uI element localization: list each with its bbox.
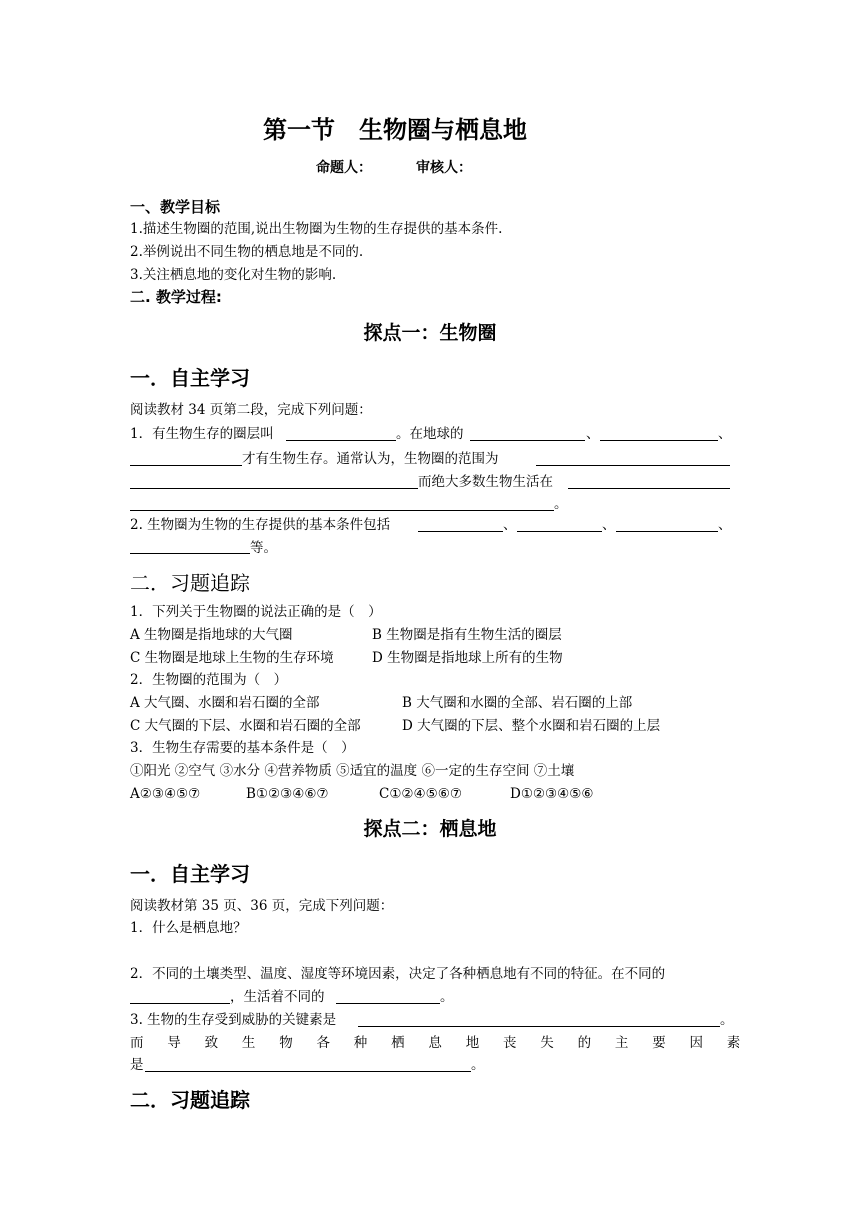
- goal-item-3: 3.关注栖息地的变化对生物的影响.: [130, 267, 337, 283]
- section1-title: 探点一：生物圈: [363, 322, 497, 344]
- s1-q1-text-g: 。: [554, 496, 568, 512]
- s1-q1-text-d: 、: [718, 426, 732, 442]
- s1-q2-text-a: 2. 生物圈为生物的生存提供的基本条件包括: [130, 517, 391, 533]
- setter-label: 命题人：: [316, 160, 372, 176]
- blank-line: [600, 440, 718, 441]
- s1-ex1-option-b: B 生物圈是指有生物生活的圈层: [372, 627, 562, 643]
- s1-q1-text-e: 才有生物生存。通常认为，生物圈的范围为: [242, 451, 499, 467]
- s1-q1-text-b: 。在地球的: [396, 426, 464, 442]
- page-title: 第一节 生物圈与栖息地: [263, 116, 527, 144]
- s1-ex2-option-b: B 大气圈和水圈的全部、岩石圈的上部: [402, 695, 633, 711]
- goal-item-2: 2.举例说出不同生物的栖息地是不同的.: [130, 244, 364, 260]
- reviewer-label: 审核人：: [416, 160, 472, 176]
- s1-ex3-conditions: ①阳光 ②空气 ③水分 ④营养物质 ⑤适宜的温度 ⑥一定的生存空间 ⑦土壤: [130, 763, 575, 779]
- s1-ex3-option-c: C①②④⑤⑥⑦: [379, 786, 462, 802]
- blank-line: [130, 1003, 230, 1004]
- s1-ex2-stem: 2．生物圈的范围为（ ）: [130, 672, 288, 688]
- blank-line: [358, 1026, 720, 1027]
- section1-exercise-heading: 二．习题追踪: [130, 571, 250, 595]
- blank-line: [130, 465, 242, 466]
- blank-line: [568, 488, 730, 489]
- s1-ex3-stem: 3．生物生存需要的基本条件是（ ）: [130, 740, 355, 756]
- s1-ex1-option-a: A 生物圈是指地球的大气圈: [130, 627, 293, 643]
- s1-q2-text-b: 、: [503, 517, 517, 533]
- s1-ex2-option-d: D 大气圈的下层、整个水圈和岩石圈的上层: [402, 718, 661, 734]
- blank-line: [130, 553, 250, 554]
- blank-line: [536, 465, 730, 466]
- s1-ex2-option-c: C 大气圈的下层、水圈和岩石圈的全部: [130, 718, 361, 734]
- s2-q1-text: 1．什么是栖息地？: [130, 920, 247, 936]
- section2-title: 探点二：栖息地: [363, 818, 497, 840]
- s2-q3-text-b: 。: [720, 1012, 734, 1028]
- s1-q2-text-e: 等。: [250, 540, 277, 556]
- s1-q2-text-d: 、: [718, 517, 732, 533]
- s1-q1-text-a: 1．有生物生存的圈层叫: [130, 426, 274, 442]
- section2-exercise-heading: 二．习题追踪: [130, 1088, 250, 1112]
- blank-line: [145, 1071, 471, 1072]
- s2-q2-text-b: ，生活着不同的: [230, 989, 325, 1005]
- s1-ex3-option-d: D①②③④⑤⑥: [510, 786, 594, 802]
- s2-q3-text-e: 。: [471, 1057, 485, 1073]
- s1-ex1-option-d: D 生物圈是指地球上所有的生物: [372, 650, 563, 666]
- goal-item-1: 1.描述生物圈的范围,说出生物圈为生物的生存提供的基本条件.: [130, 221, 503, 237]
- s1-ex1-option-c: C 生物圈是地球上生物的生存环境: [130, 650, 334, 666]
- s1-ex1-stem: 1．下列关于生物圈的说法正确的是（ ）: [130, 604, 382, 620]
- s1-ex3-option-a: A②③④⑤⑦: [130, 786, 201, 802]
- s2-q3-text-a: 3. 生物的生存受到威胁的关键素是: [130, 1012, 337, 1028]
- blank-line: [130, 488, 418, 489]
- blank-line: [418, 531, 503, 532]
- s1-ex3-option-b: B①②③④⑥⑦: [246, 786, 329, 802]
- s2-q3-text-d: 是: [130, 1057, 144, 1073]
- blank-line: [616, 531, 718, 532]
- s2-q2-text-a: 2．不同的土壤类型、温度、湿度等环境因素，决定了各种栖息地有不同的特征。在不同的: [130, 966, 666, 982]
- s1-q1-text-c: 、: [586, 426, 600, 442]
- section2-intro: 阅读教材第 35 页、36 页，完成下列问题：: [130, 898, 394, 914]
- s2-q3-text-c: 而导致生物各种栖息地丧失的主要因素: [130, 1035, 765, 1051]
- s1-ex2-option-a: A 大气圈、水圈和岩石圈的全部: [130, 695, 320, 711]
- blank-line: [130, 510, 554, 511]
- s1-q1-text-f: 而绝大多数生物生活在: [418, 474, 553, 490]
- process-heading: 二. 教学过程:: [130, 288, 222, 306]
- blank-line: [286, 440, 396, 441]
- section2-study-heading: 一．自主学习: [130, 862, 250, 886]
- s2-q2-text-c: 。: [440, 989, 454, 1005]
- blank-line: [517, 531, 602, 532]
- goals-heading: 一、教学目标: [130, 198, 221, 216]
- blank-line: [470, 440, 585, 441]
- blank-line: [336, 1003, 440, 1004]
- section1-intro: 阅读教材 34 页第二段，完成下列问题：: [130, 402, 372, 418]
- s1-q2-text-c: 、: [602, 517, 616, 533]
- section1-study-heading: 一．自主学习: [130, 366, 250, 390]
- author-line: [316, 157, 472, 177]
